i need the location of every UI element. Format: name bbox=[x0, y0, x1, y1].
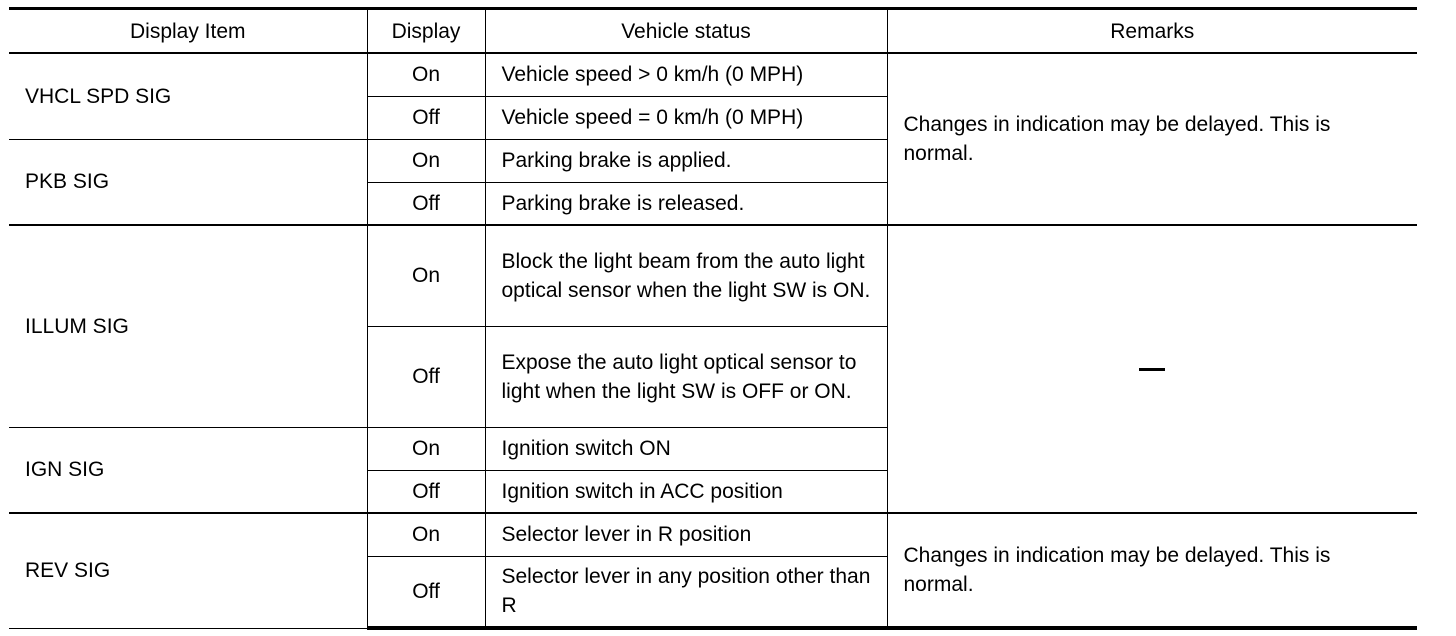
display-value: On bbox=[367, 225, 485, 326]
display-value: Off bbox=[367, 470, 485, 513]
display-value: Off bbox=[367, 556, 485, 628]
remark-none bbox=[887, 225, 1417, 513]
item-vhcl-spd-sig: VHCL SPD SIG bbox=[9, 53, 367, 139]
vehicle-status: Parking brake is applied. bbox=[485, 139, 887, 182]
header-vehicle-status: Vehicle status bbox=[485, 9, 887, 54]
display-value: Off bbox=[367, 96, 485, 139]
table-row bbox=[9, 53, 1417, 96]
vehicle-status: Parking brake is released. bbox=[485, 182, 887, 225]
signal-display-table bbox=[9, 7, 1417, 630]
header-remarks: Remarks bbox=[887, 9, 1417, 54]
vehicle-status: Selector lever in R position bbox=[485, 513, 887, 556]
table-header-row bbox=[9, 9, 1417, 54]
dash-symbol bbox=[1139, 368, 1165, 371]
display-value: On bbox=[367, 427, 485, 470]
display-value: On bbox=[367, 53, 485, 96]
item-pkb-sig: PKB SIG bbox=[9, 139, 367, 225]
display-value: Off bbox=[367, 326, 485, 427]
header-display-item: Display Item bbox=[9, 9, 367, 54]
item-illum-sig: ILLUM SIG bbox=[9, 225, 367, 427]
header-display: Display bbox=[367, 9, 485, 54]
display-value: Off bbox=[367, 182, 485, 225]
vehicle-status: Block the light beam from the auto light optical sensor when the light SW is ON. bbox=[485, 225, 887, 326]
display-value: On bbox=[367, 139, 485, 182]
display-value: On bbox=[367, 513, 485, 556]
vehicle-status: Ignition switch ON bbox=[485, 427, 887, 470]
remark-text: Changes in indication may be delayed. This is normal. bbox=[887, 513, 1417, 628]
vehicle-status: Expose the auto light optical sensor to light when the light SW is OFF or ON. bbox=[485, 326, 887, 427]
vehicle-status: Vehicle speed > 0 km/h (0 MPH) bbox=[485, 53, 887, 96]
table-row bbox=[9, 225, 1417, 326]
vehicle-status: Selector lever in any position other than R bbox=[485, 556, 887, 628]
vehicle-status: Ignition switch in ACC position bbox=[485, 470, 887, 513]
remark-text: Changes in indication may be delayed. This is normal. bbox=[887, 53, 1417, 225]
vehicle-status: Vehicle speed = 0 km/h (0 MPH) bbox=[485, 96, 887, 139]
table-row bbox=[9, 513, 1417, 556]
item-ign-sig: IGN SIG bbox=[9, 427, 367, 513]
item-rev-sig: REV SIG bbox=[9, 513, 367, 628]
